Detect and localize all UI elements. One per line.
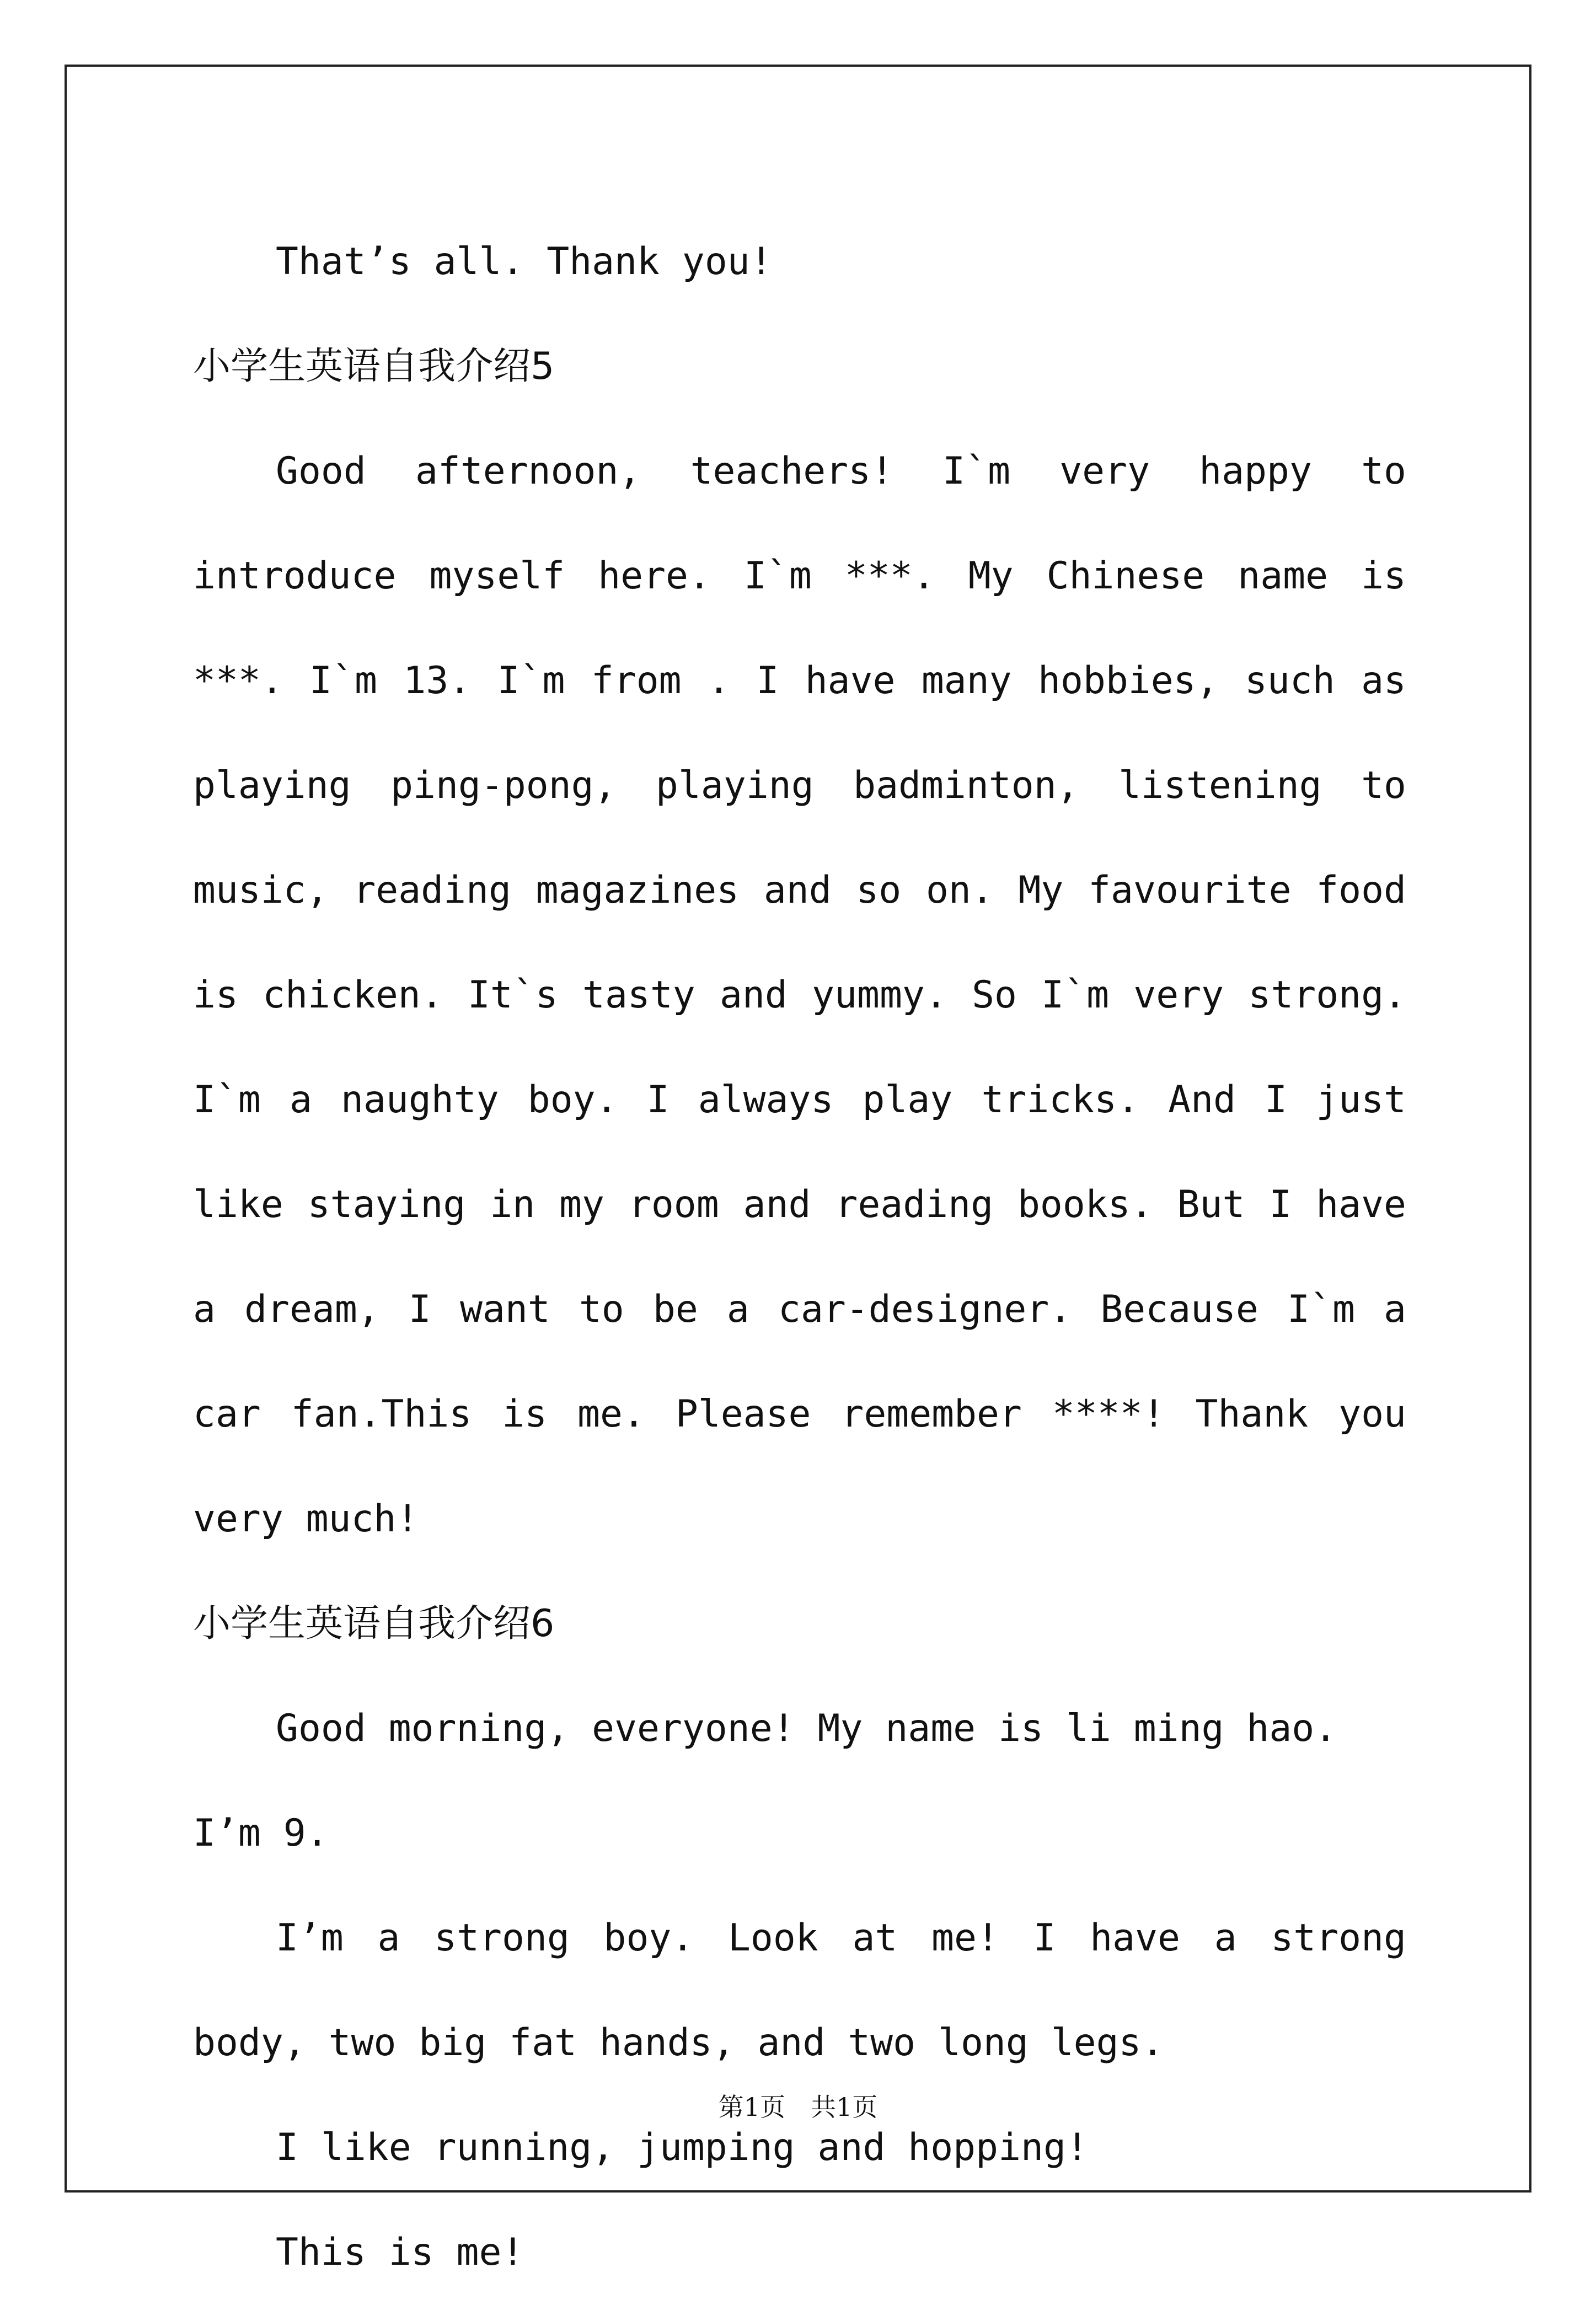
paragraph-hobbies: I like running, jumping and hopping! [276, 2126, 1089, 2169]
section-heading-5: 小学生英语自我介绍5 [193, 345, 555, 388]
paragraph-this-is-me: This is me! [276, 2231, 524, 2274]
document-body [193, 210, 1406, 2305]
paragraph-closing: That’s all. Thank you! [276, 240, 773, 283]
paragraph-intro-5: Good afternoon, teachers! I`m very happy to introduce myself here. I`m ***. My Chinese name is ***. I`m 13. I`m from . I have many hobbies, such as playing ping-pong, playing badminton, listening to music, reading magazines and so on. My favourite food is chicken. It`s tasty and yummy. So I`m very strong. I`m a naughty boy. I always play tricks. And I just like staying in my room and reading books. But I have a dream, I want to be a car-designer. Because I`m a car fan.This is me. Please remember ****! Thank you very much! [193, 449, 1406, 1541]
paragraph-strong-boy: I’m a strong boy. Look at me! I have a strong body, two big fat hands, and two long legs. [193, 1916, 1406, 2065]
paragraph-greeting: Good morning, everyone! My name is li ming hao. I’m 9. [193, 1707, 1337, 1855]
page-number-footer: 第1页 共1页 [718, 2092, 878, 2122]
section-heading-6: 小学生英语自我介绍6 [193, 1602, 555, 1645]
